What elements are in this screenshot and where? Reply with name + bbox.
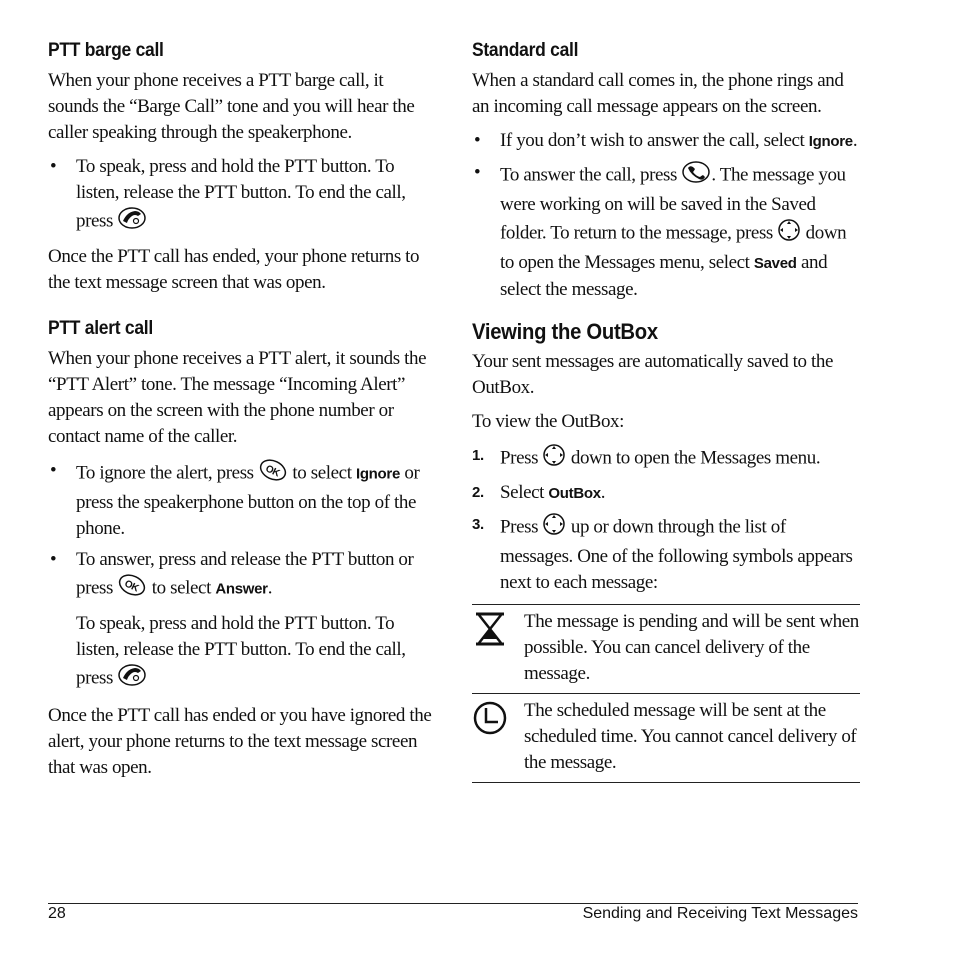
- symbol-table: [472, 604, 860, 783]
- barge-bullets: [48, 154, 432, 238]
- alert-bullet-answer: • To answer, press and release the PTT button or press OK to select Answer.: [48, 547, 432, 605]
- right-column: [472, 40, 860, 783]
- heading-ptt-alert-call: PTT alert call: [48, 318, 153, 339]
- barge-intro: When your phone receives a PTT barge call, it sounds the “Barge Call” tone and you will hear the caller speaking through the speakerphone.: [48, 70, 415, 143]
- softkey-ignore: Ignore: [808, 133, 853, 150]
- standard-bullets: [472, 128, 860, 303]
- ok-key-icon: [117, 573, 147, 605]
- barge-bullet-speak: • To speak, press and hold the PTT button. To listen, release the PTT button. To end the call, press: [48, 154, 432, 238]
- outbox-lead: To view the OutBox:: [472, 411, 625, 432]
- symbol-row-scheduled: The scheduled message will be sent at the scheduled time. You cannot cancel delivery of the message.: [472, 694, 860, 783]
- end-key-icon: [117, 206, 147, 238]
- clock-icon: [472, 698, 524, 776]
- svg-text:OK: OK: [263, 463, 282, 480]
- softkey-answer: Answer: [215, 580, 268, 598]
- navigation-key-icon: [542, 443, 566, 475]
- hourglass-icon: [472, 609, 524, 687]
- outbox-intro: Your sent messages are automatically saved to the OutBox.: [472, 351, 834, 398]
- outbox-step-2: 2. Select OutBox.: [472, 482, 606, 503]
- chapter-title: Sending and Receiving Text Messages: [582, 905, 858, 922]
- barge-after: Once the PTT call has ended, your phone returns to the text message screen that was open.: [48, 246, 420, 293]
- heading-standard-call: Standard call: [472, 40, 579, 61]
- alert-bullet-ignore: • To ignore the alert, press OK to select Ignore or press the speakerphone button on the top of the phone.: [48, 458, 432, 542]
- symbol-row-pending: The message is pending and will be sent when possible. You can cancel delivery of the message.: [472, 605, 860, 694]
- outbox-step-3: 3. Press up or down through the list of messages. One of the following symbols appears next to each message:: [472, 512, 860, 596]
- navigation-key-icon: [542, 512, 566, 544]
- standard-bullet-ignore: • If you don’t wish to answer the call, select Ignore.: [472, 128, 860, 155]
- alert-bullets: [48, 458, 432, 605]
- footer-rule: [48, 903, 858, 904]
- standard-bullet-answer: • To answer the call, press . The message you were working on will be saved in the Saved folder. To return to the message, press down to open the Messages menu, select Saved and select the message.: [472, 160, 860, 303]
- alert-after: Once the PTT call has ended or you have ignored the alert, your phone returns to the text message screen that was open.: [48, 705, 432, 778]
- ok-key-icon: [258, 458, 288, 490]
- send-key-icon: [681, 160, 711, 192]
- alert-speak-sub: To speak, press and hold the PTT button. To listen, release the PTT button. To end the call, press: [48, 611, 432, 695]
- folder-saved: Saved: [753, 255, 797, 272]
- outbox-step-1: 1. Press down to open the Messages menu.: [472, 443, 860, 475]
- softkey-ignore: Ignore: [355, 465, 400, 483]
- outbox-steps: [472, 443, 860, 596]
- end-key-icon: [117, 663, 147, 695]
- svg-text:OK: OK: [123, 578, 141, 595]
- standard-intro: When a standard call comes in, the phone rings and an incoming call message appears on the screen.: [472, 70, 844, 117]
- heading-ptt-barge-call: PTT barge call: [48, 40, 164, 61]
- alert-intro: When your phone receives a PTT alert, it sounds the “PTT Alert” tone. The message “Incoming Alert” appears on the screen with the phone number or contact name of the caller.: [48, 348, 427, 447]
- menu-outbox: OutBox: [548, 485, 601, 502]
- page-number: 28: [48, 905, 66, 922]
- navigation-key-icon: [777, 218, 801, 250]
- left-column: [48, 40, 432, 789]
- heading-viewing-outbox: Viewing the OutBox: [472, 319, 658, 344]
